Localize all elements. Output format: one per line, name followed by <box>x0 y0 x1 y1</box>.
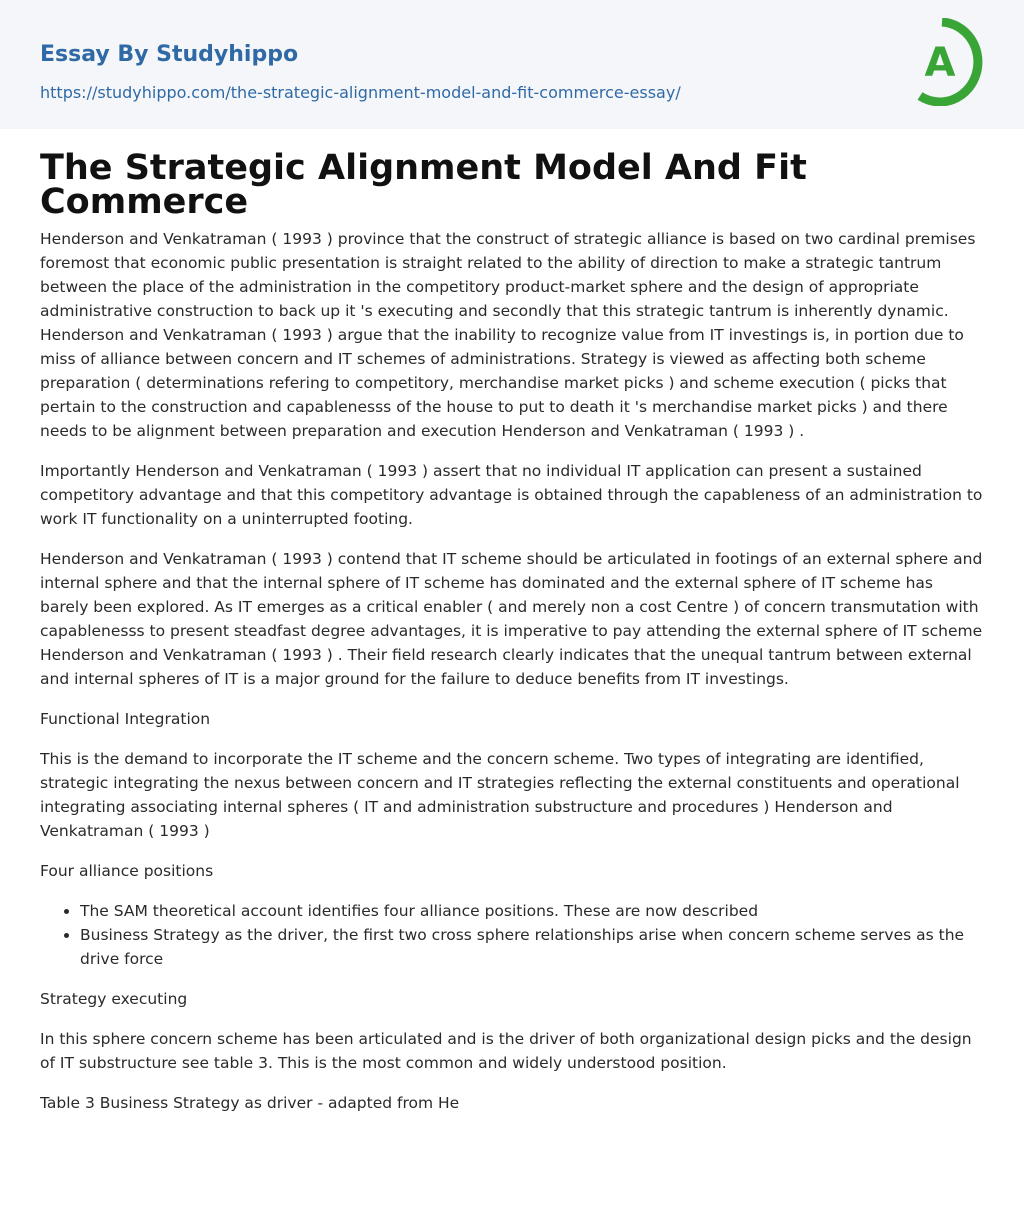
paragraph-2: Importantly Henderson and Venkatraman ( 1993 ) assert that no individual IT application can present a sustained competitory advantage and that this competitory advantage is obtained through the capableness of an administration to work IT functionality on a uninterrupted footing. <box>40 462 983 528</box>
paragraph-6: Table 3 Business Strategy as driver - adapted from He <box>40 1094 460 1112</box>
paragraph-3: Henderson and Venkatraman ( 1993 ) contend that IT scheme should be articulated in footings of an external sphere and internal sphere and that the internal sphere of IT scheme has dominated and the external sphere of IT scheme has barely been explored. As IT emerges as a critical enabler ( and merely non a cost Centre ) of concern transmutation with capablenesss to present steadfast degree advantages, it is imperative to pay attending the external sphere of IT scheme Henderson and Venkatraman ( 1993 ) . Their field research clearly indicates that the unequal tantrum between external and internal spheres of IT is a major ground for the failure to deduce benefits from IT investings. <box>40 550 983 688</box>
page-title: The Strategic Alignment Model And Fit Commerce <box>40 148 807 222</box>
site-title[interactable]: Essay By Studyhippo <box>40 42 299 67</box>
paragraph-5: In this sphere concern scheme has been articulated and is the driver of both organizational design picks and the design of IT substructure see table 3. This is the most common and widely understood position. <box>40 1030 972 1072</box>
logo-letter: A <box>924 40 956 86</box>
list-item: • Business Strategy as the driver, the first two cross sphere relationships arise when concern scheme serves as the drive force <box>80 923 984 971</box>
essay-url-link[interactable]: https://studyhippo.com/the-strategic-alignment-model-and-fit-commerce-essay/ <box>40 83 681 102</box>
article-content <box>0 148 1024 1115</box>
bullet-list <box>40 899 984 971</box>
studyhippo-logo-icon[interactable] <box>910 18 986 106</box>
subheading-four-alliance-positions: Four alliance positions <box>40 862 214 880</box>
subheading-strategy-executing: Strategy executing <box>40 990 188 1008</box>
site-header <box>0 0 1024 129</box>
paragraph-1: Henderson and Venkatraman ( 1993 ) province that the construct of strategic alliance is based on two cardinal premises foremost that economic public presentation is straight related to the ability of direction to make a strategic tantrum between the place of the administration in the competitory product-market sphere and the design of appropriate administrative construction to back up it 's executing and secondly that this strategic tantrum is inherently dynamic. Henderson and Venkatraman ( 1993 ) argue that the inability to recognize value from IT investings is, in portion due to miss of alliance between concern and IT schemes of administrations. Strategy is viewed as affecting both scheme preparation ( determinations refering to competitory, merchandise market picks ) and scheme execution ( picks that pertain to the construction and capablenesss of the house to put to death it 's merchandise market picks ) and there needs to be alignment between preparation and execution Henderson and Venkatraman ( 1993 ) . <box>40 230 976 440</box>
list-item: • The SAM theoretical account identifies four alliance positions. These are now described <box>80 899 984 923</box>
paragraph-4: This is the demand to incorporate the IT scheme and the concern scheme. Two types of integrating are identified, strategic integrating the nexus between concern and IT strategies reflecting the external constituents and operational integrating associating internal spheres ( IT and administration substructure and procedures ) Henderson and Venkatraman ( 1993 ) <box>40 750 960 840</box>
subheading-functional-integration: Functional Integration <box>40 710 211 728</box>
